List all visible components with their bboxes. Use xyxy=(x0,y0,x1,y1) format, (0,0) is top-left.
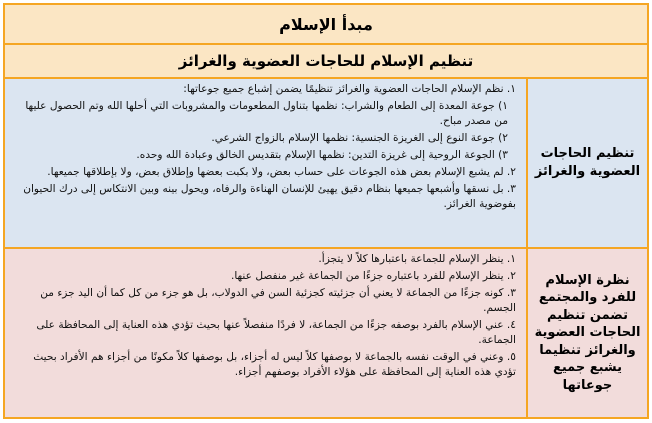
list-item: ١. نظم الإسلام الحاجات العضوية والغرائز تنظيمًا يضمن إشباع جميع جوعاتها: xyxy=(183,83,516,95)
section-individual-society xyxy=(5,249,647,417)
section-heading: تنظيم الحاجات العضوية والغرائز xyxy=(526,79,647,247)
list-item: ٤. عني الإسلام بالفرد بوصفه جزءًا من الجماعة، لا فردًا منفصلاً عنها بحيث تؤدي هذه العناية إلى المحافظة على الجماعة. xyxy=(36,319,516,346)
section-organization xyxy=(5,79,647,249)
list-item: ٥. وعني في الوقت نفسه بالجماعة لا بوصفها كلاً ليس له أجزاء، بل بوصفها كلاً مكونًا من أجزاء هم الأفراد بحيث تؤدي هذه العناية إلى المحافظة على هؤلاء الأفراد بوصفهم أجزاء. xyxy=(33,351,516,378)
section-heading: نظرة الإسلام للفرد والمجتمع تضمن تنظيم الحاجات العضوية والغرائز تنظيما يشبع جميع جوعاتها xyxy=(526,249,647,417)
table-subtitle: تنظيم الإسلام للحاجات العضوية والغرائز xyxy=(5,45,647,79)
table-title: مبدأ الإسلام xyxy=(5,5,647,45)
list-item: ٢) جوعة النوع إلى الغريزة الجنسية: نظمها الإسلام بالزواج الشرعي. xyxy=(211,132,508,144)
list-item: ١) جوعة المعدة إلى الطعام والشراب: نظمها بتناول المطعومات والمشروبات التي أحلها الله وتم الحصول عليها من مصدر مباح. xyxy=(25,100,508,127)
list-item: ٢. ينظر الإسلام للفرد باعتباره جزءًا من الجماعة غير منفصل عنها. xyxy=(230,270,516,282)
list-item: ١. ينظر الإسلام للجماعة باعتبارها كلاً لا يتجزأ. xyxy=(318,253,516,265)
section-body xyxy=(5,79,526,247)
list-item: ٣. كونه جزءًا من الجماعة لا يعني أن جزئيته كجزئية السن في الدولاب، بل هو جزء من كل كما أن اليد جزء من الجسم. xyxy=(40,287,516,314)
list-item: ٣) الجوعة الروحية إلى غريزة التدين: نظمها الإسلام بتقديس الخالق وعبادة الله وحده. xyxy=(136,149,508,161)
principle-table xyxy=(3,3,649,419)
list-item: ٣. بل نسقها وأشبعها جميعها بنظام دقيق يهيئ للإنسان الهناءة والرفاه، ويحول بينه وبين الانتكاس إلى درك الحيوان بفوضوية الغرائز. xyxy=(23,183,516,210)
section-body xyxy=(5,249,526,417)
list-item: ٢. لم يشبع الإسلام بعض هذه الجوعات على حساب بعض، ولا بكبت بعضها وإطلاق بعض، ولا بإطلاقها جميعها. xyxy=(47,166,516,178)
